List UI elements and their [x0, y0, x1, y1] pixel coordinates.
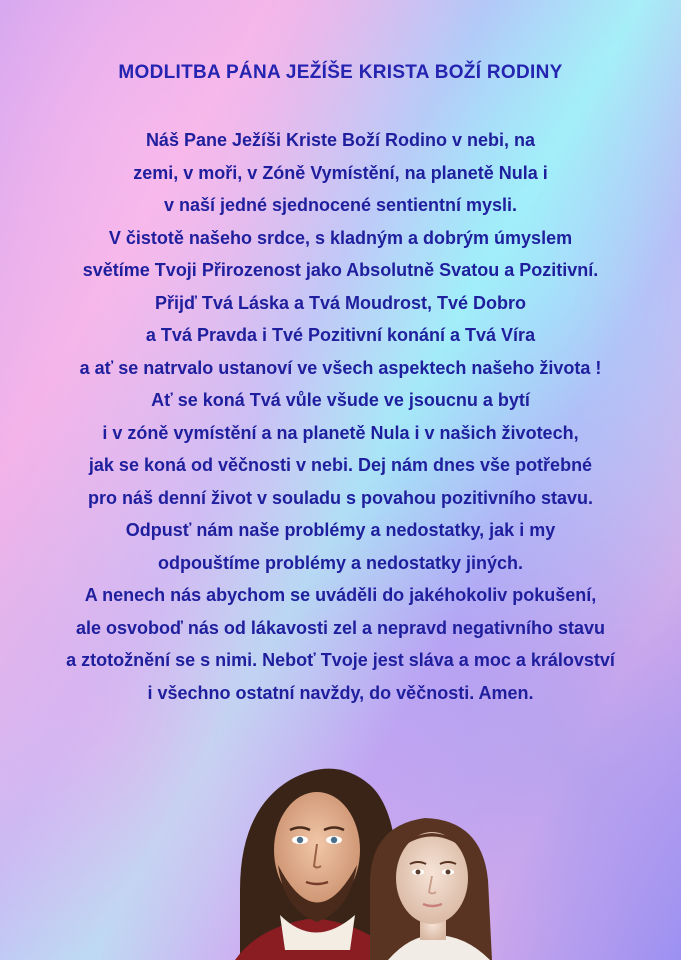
- page-title: MODLITBA PÁNA JEŽÍŠE KRISTA BOŽÍ RODINY: [118, 62, 563, 83]
- prayer-line: i v zóně vymístění a na planetě Nula i v našich životech,: [102, 422, 579, 443]
- prayer-line: a Tvá Pravda i Tvé Pozitivní konání a Tvá Víra: [145, 325, 536, 345]
- prayer-line: pro náš denní život v souladu s povahou pozitivního stavu.: [87, 487, 594, 508]
- prayer-text: [10, 124, 671, 709]
- portrait-image: [220, 740, 550, 960]
- woman-figure: [370, 818, 492, 960]
- prayer-line: a ztotožnění se s nimi. Neboť Tvoje jest sláva a moc a království: [66, 650, 615, 670]
- prayer-line: v naší jedné sjednocené sentientní mysli.: [163, 195, 518, 215]
- prayer-line: A nenech nás abychom se uváděli do jakéhokoliv pokušení,: [84, 585, 597, 605]
- prayer-line: zemi, v moři, v Zóně Vymístění, na planetě Nula i: [133, 162, 548, 183]
- prayer-line: Ať se koná Tvá vůle všude ve jsoucnu a bytí: [151, 390, 530, 410]
- prayer-line: Odpusť nám naše problémy a nedostatky, jak i my: [125, 520, 556, 540]
- prayer-line: světíme Tvoji Přirozenost jako Absolutně Svatou a Pozitivní.: [82, 260, 599, 280]
- prayer-line: jak se koná od věčnosti v nebi. Dej nám dnes vše potřebné: [88, 455, 593, 475]
- prayer-line: Náš Pane Ježíši Kriste Boží Rodino v nebi, na: [145, 130, 536, 150]
- prayer-line: V čistotě našeho srdce, s kladným a dobrým úmyslem: [108, 227, 573, 248]
- prayer-line: a ať se natrvalo ustanoví ve všech aspektech našeho života !: [79, 357, 602, 378]
- prayer-line: Přijď Tvá Láska a Tvá Moudrost, Tvé Dobro: [154, 292, 527, 313]
- prayer-line: ale osvoboď nás od lákavosti zel a nepravd negativního stavu: [75, 617, 606, 638]
- prayer-line: i všechno ostatní navždy, do věčnosti. Amen.: [147, 682, 534, 703]
- prayer-line: odpouštíme problémy a nedostatky jiných.: [157, 552, 524, 573]
